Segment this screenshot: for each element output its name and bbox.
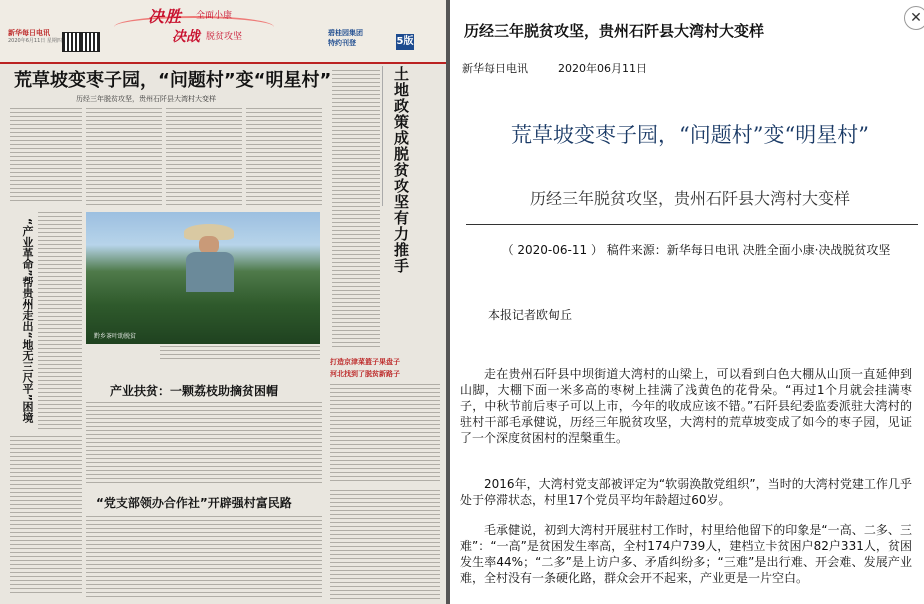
article-reporter: 本报记者欧甸丘: [488, 308, 573, 322]
page-number-badge: 5版: [396, 34, 414, 50]
article-source: 新华每日电讯: [462, 62, 528, 75]
article-main-title: 荒草坡变枣子园，“问题村”变“明星村”: [511, 123, 869, 147]
article-panel: [450, 0, 924, 604]
text-column: [10, 108, 82, 204]
text-column: [246, 108, 322, 206]
close-icon[interactable]: ✕: [904, 6, 924, 30]
masthead-date: 2020年6月11日 星期四: [8, 38, 62, 44]
banner-line1: 决胜: [148, 7, 183, 26]
article-paragraph: 2016年，大湾村党支部被评定为“软弱涣散党组织”，当时的大湾村党建工作几乎处于停滞状态，村里17个党员平均年龄超过60岁。: [460, 477, 912, 507]
side-headline-block: [330, 356, 400, 380]
tea-picker-photo: [86, 212, 320, 344]
text-column: [86, 108, 162, 206]
text-column: [86, 516, 322, 600]
article-window-title: 历经三年脱贫攻坚，贵州石阡县大湾村大变样: [464, 22, 765, 40]
article-paragraph: 走在贵州石阡县中坝街道大湾村的山梁上，可以看到白色大棚从山顶一直延伸到山脚，大棚下面一米多高的枣树上挂满了浅黄色的花骨朵。“再过1个月就会挂满枣子，中秋节前后枣子可以上市，今年的收成应该不错。”石阡县纪委监委派驻大湾村的驻村干部毛承健说，历经三年脱贫攻坚，大湾村的荒草坡变成了如今的枣子园，见证了一个深度贫困村的涅槃重生。: [460, 367, 912, 445]
text-column: [38, 212, 82, 432]
article-meta: [462, 60, 647, 76]
newspaper-masthead: [0, 0, 446, 64]
article-date: 2020年06月11日: [558, 62, 647, 75]
vertical-left-headline: “产业革命”帮贵州走出“地无三尺平”困境: [21, 218, 34, 423]
sponsor-name: 碧桂园集团: [328, 29, 363, 37]
text-column: [332, 70, 380, 350]
masthead-brand: 新华每日电讯: [8, 29, 50, 37]
sponsor-block: [328, 28, 363, 48]
side-headline2: 河北找到了脱贫新路子: [330, 370, 400, 378]
text-column: [166, 108, 242, 206]
text-column: [330, 384, 440, 484]
newspaper-headline3: “党支部领办合作社”开辟强村富民路: [96, 496, 292, 510]
banner-sub1: 全面小康: [196, 11, 233, 21]
newspaper-headline2: 产业扶贫：一颗荔枝助摘贫困帽: [110, 384, 279, 398]
newspaper-page-image: [0, 0, 446, 604]
vertical-headline: 土地政策成脱贫攻坚有力推手: [392, 66, 410, 274]
body-shape: [186, 252, 234, 292]
text-column: [86, 402, 322, 486]
campaign-banner: [114, 2, 274, 48]
side-headline1: 打造京津菜篮子果盘子: [330, 358, 400, 366]
qr-code-icon: [80, 32, 100, 52]
article-sub-title: 历经三年脱贫攻坚，贵州石阡县大湾村大变样: [529, 189, 850, 208]
sponsor-sub: 特约刊登: [328, 39, 356, 47]
newspaper-headline: 荒草坡变枣子园，“问题村”变“明星村”: [14, 70, 332, 91]
article-source-line: （ 2020-06-11 ） 稿件来源：新华每日电讯 决胜全面小康·决战脱贫攻坚: [501, 243, 891, 257]
photo-caption-text: [160, 346, 320, 360]
text-column: [10, 436, 82, 596]
qr-code-icon: [62, 32, 82, 52]
title-divider: [466, 224, 918, 225]
newspaper-subheadline: 历经三年脱贫攻坚，贵州石阡县大湾村大变样: [76, 95, 216, 103]
banner-line2: 决战: [172, 29, 200, 45]
banner-sub2: 脱贫攻坚: [206, 32, 243, 42]
article-paragraph: 毛承健说，初到大湾村开展驻村工作时，村里给他留下的印象是“一高、二多、三难”：“一高”是贫困发生率高，全村174户739人，建档立卡贫困户82户331人，贫困发生率44%；“二多”是上访户多、矛盾纠纷多；“三难”是出行难、开会难、发展产业难，全村没有一条硬化路，群众会开不起来，产业更是一片空白。: [460, 523, 912, 585]
photo-caption: 黔乡茶叶助脱贫: [94, 333, 137, 340]
text-column: [330, 490, 440, 600]
